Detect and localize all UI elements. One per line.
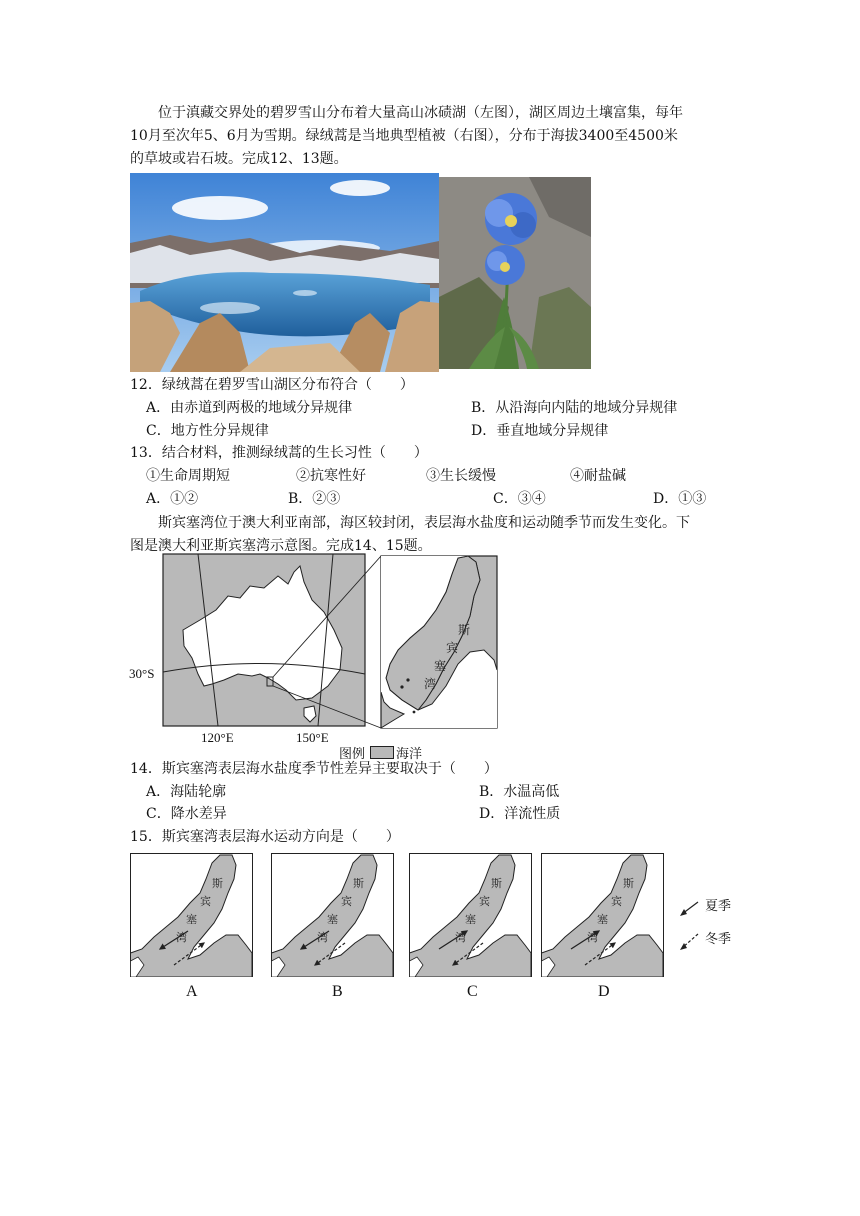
q15-panel-a (130, 853, 253, 981)
bay-char-4: 湾 (424, 677, 437, 691)
intro2-line2: 图是澳大利亚斯宾塞湾示意图。完成14、15题。 (130, 538, 432, 554)
q13-option-c: C．③④ (493, 491, 546, 507)
intro1-line2: 10月至次年5、6月为雪期。绿绒蒿是当地典型植被（右图），分布于海拔3400至4500米 (130, 128, 678, 144)
q14-option-a: A．海陆轮廓 (146, 784, 227, 800)
q13-item-1: ①生命周期短 (146, 468, 230, 484)
panel-label-c: C (467, 983, 478, 1000)
q13-option-a: A．①② (146, 491, 199, 507)
legend-winter-label: 冬季 (705, 932, 732, 947)
panel-bay-char: 宾 (200, 895, 211, 908)
panel-bay-char: 宾 (479, 895, 490, 908)
map-legend-title: 图例 (339, 747, 366, 762)
q12-option-a: A．由赤道到两极的地域分异规律 (146, 400, 353, 416)
panel-bay-char: 塞 (465, 913, 476, 926)
question-14-stem: 14．斯宾塞湾表层海水盐度季节性差异主要取决于（ ） (130, 761, 498, 777)
bay-char-2: 宾 (446, 641, 459, 655)
question-13-stem: 13．结合材料，推测绿绒蒿的生长习性（ ） (130, 445, 428, 461)
intro-paragraph-1 (130, 102, 730, 171)
panel-bay-char: 斯 (491, 877, 502, 890)
panel-bay-char: 湾 (317, 931, 328, 944)
q13-item-3: ③生长缓慢 (426, 468, 496, 484)
panel-label-b: B (332, 983, 343, 1000)
q12-option-d: D．垂直地域分异规律 (471, 423, 609, 439)
lat-30s-label: 30°S (129, 666, 155, 681)
panel-bay-char: 湾 (587, 931, 598, 944)
q15-panel-d (541, 853, 664, 981)
panel-bay-char: 湾 (176, 931, 187, 944)
bay-char-1: 斯 (458, 623, 471, 637)
q14-option-d: D．洋流性质 (479, 806, 561, 822)
meconopsis-flower-photo (439, 177, 591, 369)
q12-option-b: B．从沿海向内陆的地域分异规律 (471, 400, 678, 416)
panel-bay-char: 斯 (353, 877, 364, 890)
lon-120e-label: 120°E (201, 730, 234, 745)
question-15-stem: 15．斯宾塞湾表层海水运动方向是（ ） (130, 829, 400, 845)
panel-label-d: D (598, 983, 610, 1000)
q12-option-c: C．地方性分异规律 (146, 423, 269, 439)
panel-bay-char: 湾 (455, 931, 466, 944)
intro2-line1: 斯宾塞湾位于澳大利亚南部，海区较封闭，表层海水盐度和运动随季节而发生变化。下 (158, 515, 690, 531)
panel-bay-char: 塞 (186, 913, 197, 926)
q13-option-d: D．①③ (653, 491, 707, 507)
q15-panel-c (409, 853, 532, 981)
panel-bay-char: 斯 (623, 877, 634, 890)
legend-summer-label: 夏季 (705, 899, 732, 914)
q15-panel-b (271, 853, 394, 981)
glacial-lake-photo (130, 173, 439, 372)
panel-bay-char: 斯 (212, 877, 223, 890)
q14-option-b: B．水温高低 (479, 784, 560, 800)
spencer-gulf-map (128, 552, 508, 758)
q13-option-b: B．②③ (288, 491, 341, 507)
panel-bay-char: 宾 (341, 895, 352, 908)
panel-label-a: A (186, 983, 198, 1000)
q14-option-c: C．降水差异 (146, 806, 227, 822)
question-12-stem: 12．绿绒蒿在碧罗雪山湖区分布符合（ ） (130, 377, 414, 393)
panel-bay-char: 宾 (611, 895, 622, 908)
panel-bay-char: 塞 (327, 913, 338, 926)
q13-item-2: ②抗寒性好 (296, 468, 366, 484)
lon-150e-label: 150°E (296, 730, 329, 745)
intro1-line1: 位于滇藏交界处的碧罗雪山分布着大量高山冰碛湖（左图），湖区周边土壤富集，每年 (158, 105, 683, 121)
q13-item-4: ④耐盐碱 (570, 468, 626, 484)
intro1-line3: 的草坡或岩石坡。完成12、13题。 (130, 151, 348, 167)
map-legend-sea: 海洋 (396, 747, 423, 762)
bay-char-3: 塞 (434, 659, 447, 673)
panel-bay-char: 塞 (597, 913, 608, 926)
